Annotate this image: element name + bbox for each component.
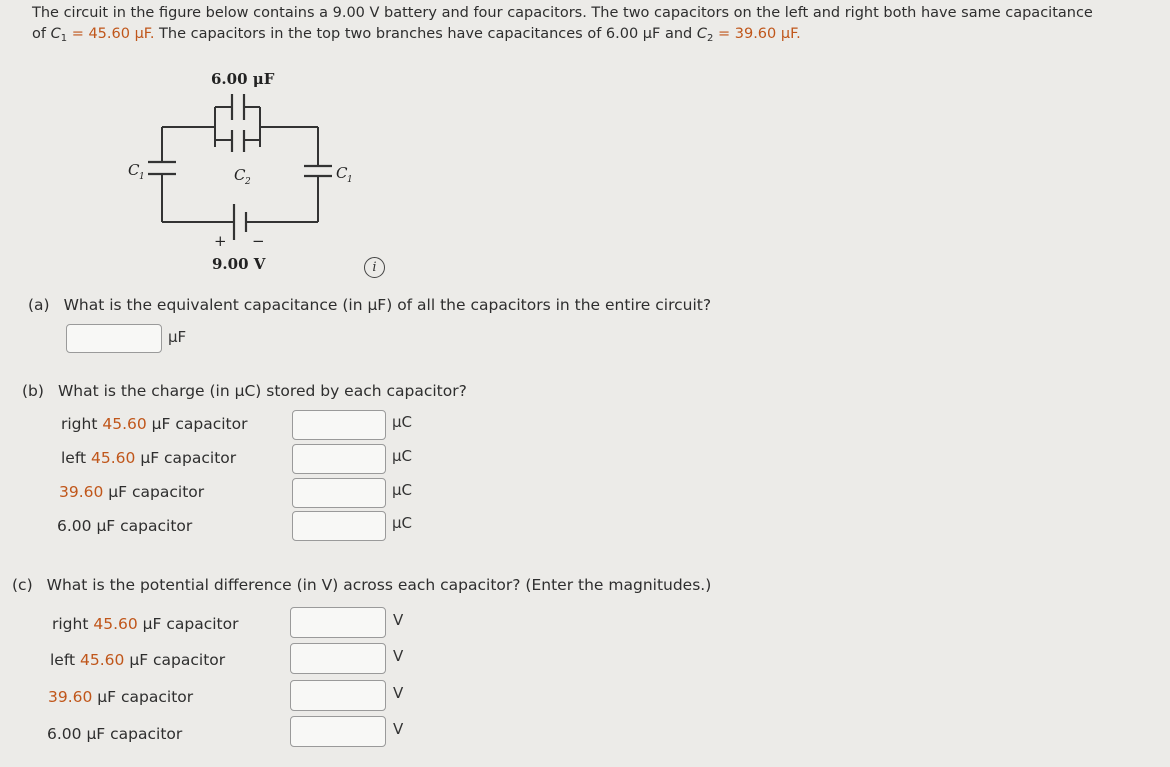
part-b-row-left: left 45.60 μF capacitor xyxy=(61,449,237,467)
part-b-input-c2[interactable] xyxy=(292,478,386,508)
part-c-row-right: right 45.60 μF capacitor xyxy=(52,615,239,633)
battery-plus-sign: + xyxy=(214,232,227,250)
part-c-unit-3: V xyxy=(393,684,404,702)
circuit-diagram xyxy=(110,62,370,277)
part-c-row-c2: 39.60 μF capacitor xyxy=(48,688,194,706)
part-a-question: (a) What is the equivalent capacitance (in μF) of all the capacitors in the entire circuit? xyxy=(28,296,712,314)
part-c-row-top: 6.00 μF capacitor xyxy=(47,725,183,743)
problem-line-2: of $C_1 = 45.60$ μF. The capacitors in the top two branches have capacitances of 6.00 μF and $C_2 = 39.60$ μF. xyxy=(32,26,801,44)
part-b-row-right: right 45.60 μF capacitor xyxy=(61,415,248,433)
part-c-unit-2: V xyxy=(393,647,404,665)
part-a-input[interactable] xyxy=(66,324,162,353)
part-b-unit-2: μC xyxy=(392,447,413,465)
part-c-input-left[interactable] xyxy=(290,643,386,674)
part-b-unit-4: μC xyxy=(392,514,413,532)
part-b-unit-1: μC xyxy=(392,413,413,431)
part-a-unit: μF xyxy=(168,328,187,346)
part-b-row-c2: 39.60 μF capacitor xyxy=(59,483,205,501)
problem-statement xyxy=(32,3,1152,45)
left-c1-label: C xyxy=(128,161,140,179)
part-b-question: (b) What is the charge (in μC) stored by each capacitor? xyxy=(22,382,467,400)
svg-text:1: 1 xyxy=(139,172,145,182)
c2-label: C xyxy=(234,166,246,184)
c1-value: = 45.60 μF. xyxy=(71,26,155,42)
svg-text:1: 1 xyxy=(347,175,353,185)
part-c-row-left: left 45.60 μF capacitor xyxy=(50,651,226,669)
part-c-question: (c) What is the potential difference (in V) across each capacitor? (Enter the magnitudes.) xyxy=(12,576,712,594)
part-c-unit-1: V xyxy=(393,611,404,629)
problem-line-1: The circuit in the figure below contains a 9.00 V battery and four capacitors. The two capacitors on the left and right both have same capacitance xyxy=(32,5,1093,21)
part-c-input-c2[interactable] xyxy=(290,680,386,711)
battery-minus-sign: − xyxy=(252,232,265,250)
part-b-unit-3: μC xyxy=(392,481,413,499)
right-c1-label: C xyxy=(336,164,348,182)
part-c-unit-4: V xyxy=(393,720,404,738)
part-c-input-top[interactable] xyxy=(290,716,386,747)
part-b-input-left[interactable] xyxy=(292,444,386,474)
part-b-input-top[interactable] xyxy=(292,511,386,541)
svg-text:2: 2 xyxy=(245,177,251,187)
info-icon[interactable]: i xyxy=(364,257,385,278)
c2-value: = 39.60 μF. xyxy=(717,26,801,42)
battery-label: 9.00 V xyxy=(212,255,266,273)
part-b-input-right[interactable] xyxy=(292,410,386,440)
part-b-row-top: 6.00 μF capacitor xyxy=(57,517,193,535)
part-c-input-right[interactable] xyxy=(290,607,386,638)
top-cap-label: 6.00 μF xyxy=(211,70,275,88)
